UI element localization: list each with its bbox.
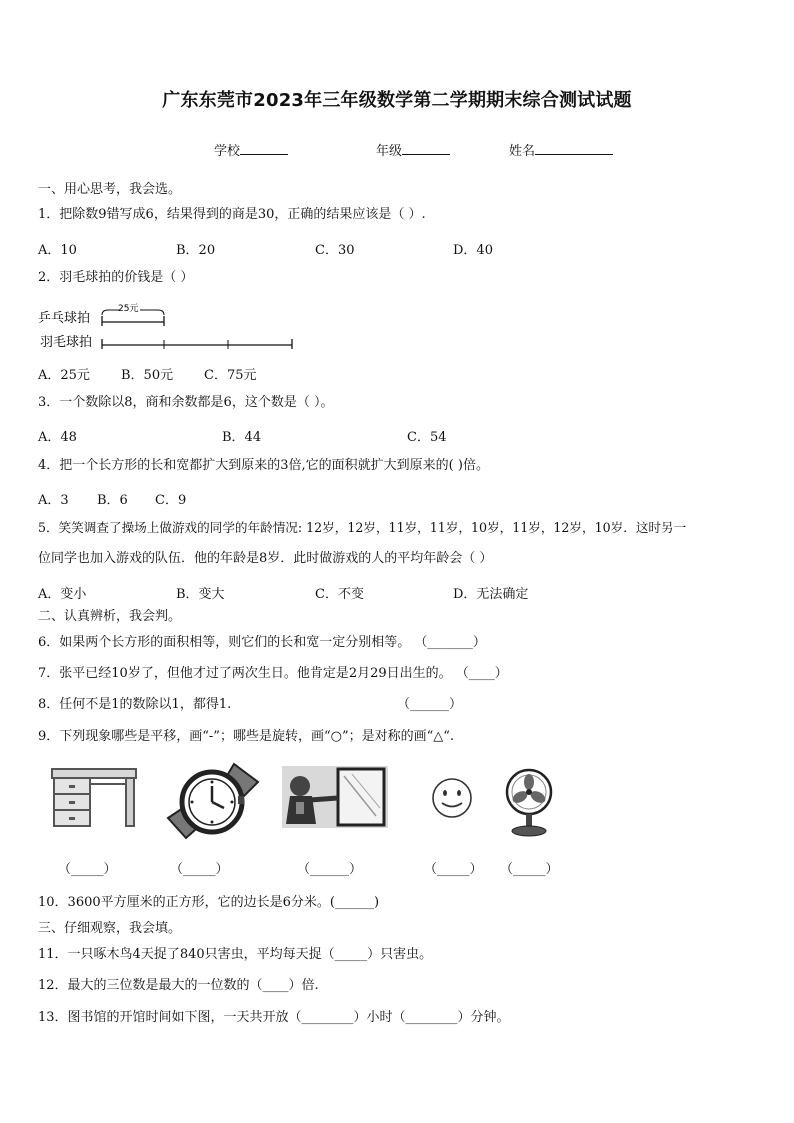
q1-option-c[interactable]: C．30 — [315, 243, 355, 258]
q3-option-c[interactable]: C．54 — [407, 430, 447, 445]
q5-option-c[interactable]: C．不变 — [315, 587, 364, 602]
q1-option-b[interactable]: B．20 — [176, 243, 216, 258]
school-field[interactable] — [214, 142, 288, 160]
question-9: 9．下列现象哪些是平移，画“-”；哪些是旋转，画“○”；是对称的画“△“. — [38, 729, 455, 744]
q2-option-c[interactable]: C．75元 — [204, 368, 257, 383]
price-label: 25元 — [118, 304, 139, 314]
q1-option-d[interactable]: D．40 — [453, 243, 493, 258]
electric-fan-image — [501, 768, 557, 838]
pingpong-label: 乒乓球拍 — [38, 311, 91, 326]
question-11: 11．一只啄木鸟4天捉了840只害虫，平均每天捉（_____）只害虫。 — [38, 947, 433, 962]
q9-blank-desk[interactable]: （_____） — [58, 862, 117, 877]
question-1: 1．把除数9错写成6，结果得到的商是30，正确的结果应该是（ ）. — [38, 207, 426, 222]
q2-option-a[interactable]: A．25元 — [38, 368, 90, 383]
q4-option-b[interactable]: B．6 — [97, 493, 128, 508]
name-field[interactable] — [509, 142, 613, 160]
question-12: 12．最大的三位数是最大的一位数的（____）倍. — [38, 978, 319, 993]
page-title: 广东东莞市2023年三年级数学第二学期期末综合测试试题 — [162, 90, 632, 111]
wristwatch-image — [164, 760, 260, 842]
window-image — [282, 766, 388, 828]
q5-option-b[interactable]: B．变大 — [176, 587, 225, 602]
q9-blank-wristwatch[interactable]: （_____） — [170, 862, 229, 877]
badminton-label: 羽毛球拍 — [40, 335, 93, 350]
q3-option-a[interactable]: A．48 — [38, 430, 77, 445]
name-label: 姓名 — [509, 144, 536, 159]
q5-option-a[interactable]: A．变小 — [38, 587, 87, 602]
q2-option-b[interactable]: B．50元 — [121, 368, 174, 383]
question-8: 8．任何不是1的数除以1，都得1. — [38, 697, 232, 712]
q8-answer-blank[interactable]: （______） — [397, 697, 463, 712]
question-5-line-2: 位同学也加入游戏的队伍．他的年龄是8岁．此时做游戏的人的平均年龄会（ ） — [38, 551, 493, 566]
school-label: 学校 — [214, 144, 241, 159]
smiley-face-image — [430, 776, 474, 820]
section-heading-2: 二、认真辨析，我会判。 — [38, 609, 182, 624]
q4-option-c[interactable]: C．9 — [155, 493, 187, 508]
q9-blank-window[interactable]: （______） — [297, 862, 363, 877]
price-diagram — [38, 298, 308, 354]
section-heading-1: 一、用心思考，我会选。 — [38, 182, 182, 197]
grade-field[interactable] — [376, 142, 450, 160]
question-3: 3．一个数除以8，商和余数都是6，这个数是（ ）。 — [38, 395, 334, 410]
q3-option-b[interactable]: B．44 — [222, 430, 262, 445]
desk-image — [50, 766, 138, 830]
section-heading-3: 三、仔细观察，我会填。 — [38, 921, 182, 936]
q4-option-a[interactable]: A．3 — [38, 493, 69, 508]
q5-option-d[interactable]: D．无法确定 — [453, 587, 529, 602]
question-7: 7．张平已经10岁了，但他才过了两次生日。他肯定是2月29日出生的。 （____） — [38, 666, 508, 681]
grade-label: 年级 — [376, 144, 403, 159]
q9-blank-fan[interactable]: （_____） — [500, 862, 559, 877]
question-2: 2．羽毛球拍的价钱是（ ） — [38, 270, 194, 285]
question-10: 10．3600平方厘米的正方形，它的边长是6分米。(______) — [38, 895, 380, 910]
q1-option-a[interactable]: A．10 — [38, 243, 77, 258]
question-4: 4．把一个长方形的长和宽都扩大到原来的3倍,它的面积就扩大到原来的( )倍。 — [38, 458, 489, 473]
q9-blank-smiley[interactable]: （_____） — [424, 862, 483, 877]
question-6: 6．如果两个长方形的面积相等，则它们的长和宽一定分别相等。 （_______） — [38, 635, 486, 650]
question-5-line-1: 5．笑笑调查了操场上做游戏的同学的年龄情况: 12岁，12岁，11岁，11岁，10岁，11岁，12岁，10岁．这时另一 — [38, 520, 687, 535]
question-13: 13．图书馆的开馆时间如下图，一天共开放（________）小时（________）分钟。 — [38, 1010, 510, 1025]
